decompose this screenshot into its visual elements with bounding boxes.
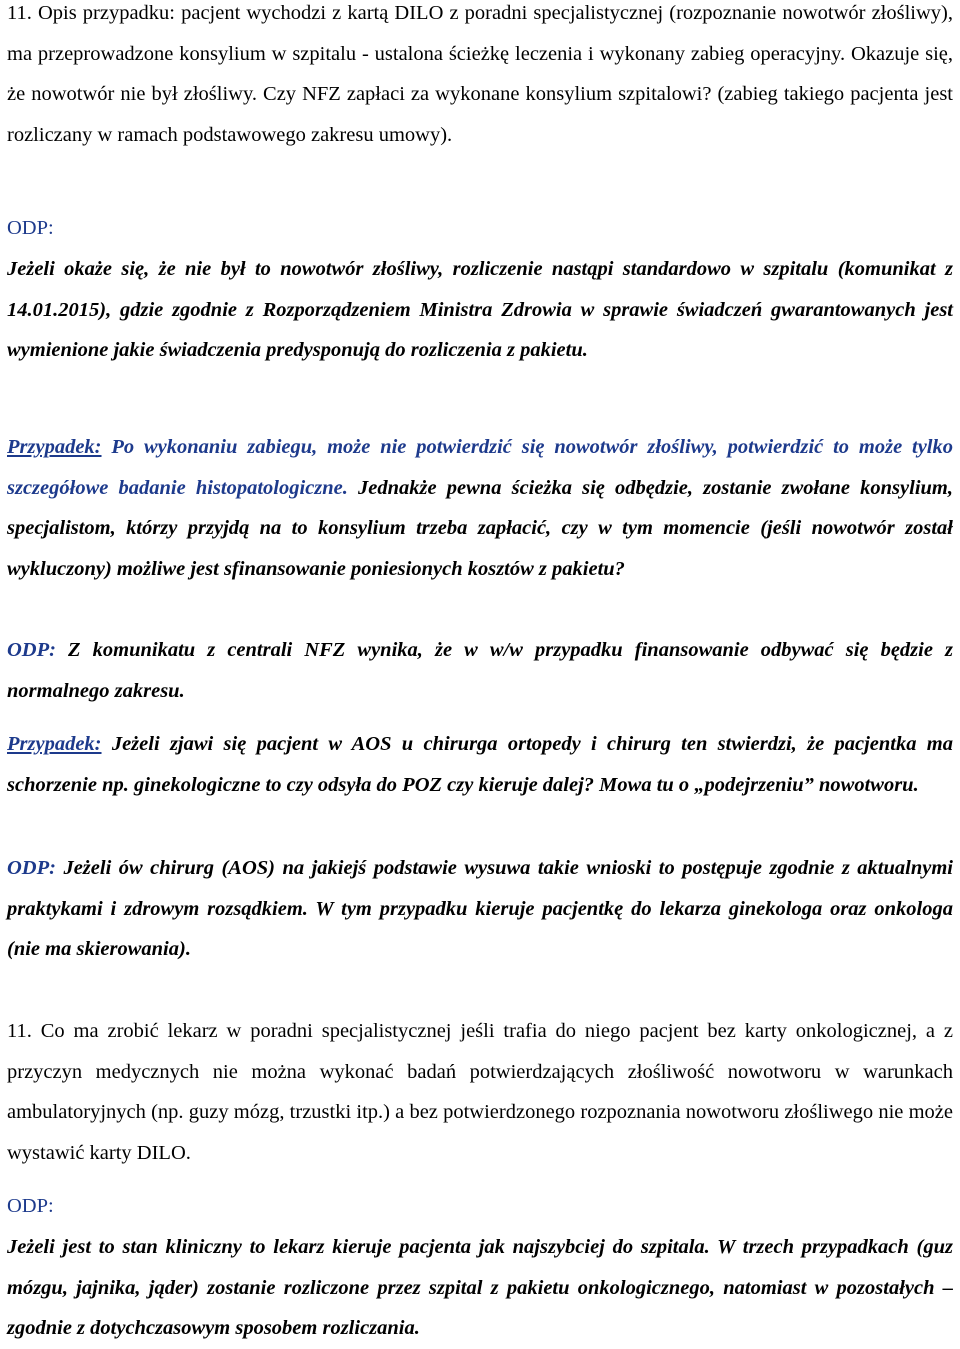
- case-2-label: Przypadek:: [7, 733, 102, 755]
- answer-1-text: Jeżeli okaże się, że nie był to nowotwór złośliwy, rozliczenie nastąpi standardowo w szpitalu (komunikat z 14.01.2015), gdzie zgodnie z Rozporządzeniem Ministra Zdrowia w sprawie świadczeń gwarantowanych jest wymienione jakie świadczenia predysponują do rozliczenia z pakietu.: [7, 258, 953, 362]
- answer-3-text: Jeżeli ów chirurg (AOS) na jakiejś podstawie wysuwa takie wnioski to postępuje zgodnie z aktualnymi praktykami i zdrowym rozsądkiem. W tym przypadku kieruje pacjentkę do lekarza ginekologa oraz onkologa (nie ma skierowania).: [7, 857, 953, 961]
- case-2-paragraph: [7, 724, 953, 805]
- answer-2-paragraph: [7, 630, 953, 711]
- case-1-text-a: Po wykonaniu zabiegu, może nie potwierdzić się nowotwór złośliwy, potwierdzić to może tylko szczegółowe badanie histopatologiczne.: [7, 436, 953, 499]
- case-1-text-b: Jednakże pewna ścieżka się odbędzie, zostanie zwołane konsylium, specjalistom, którzy przyjdą na to konsylium trzeba zapłacić, czy w tym momencie (jeśli nowotwór został wykluczony) możliwe jest sfinansowanie poniesionych kosztów z pakietu?: [7, 476, 953, 581]
- answer-label-4: ODP:: [7, 1195, 54, 1217]
- answer-3-paragraph: [7, 848, 953, 970]
- case-1-label: Przypadek:: [7, 436, 102, 458]
- case-2-text: Jeżeli zjawi się pacjent w AOS u chirurga ortopedy i chirurg ten stwierdzi, że pacjentka ma schorzenie np. ginekologiczne to czy odsyła do POZ czy kieruje dalej? Mowa tu o „podejrzeniu” nowotworu.: [7, 733, 953, 796]
- answer-label-1: ODP:: [7, 217, 54, 239]
- answer-label-3: ODP:: [7, 857, 56, 879]
- question-11-case-description: 11. Opis przypadku: pacjent wychodzi z kartą DILO z poradni specjalistycznej (rozpoznanie nowotwór złośliwy), ma przeprowadzone konsylium w szpitalu - ustalona ścieżkę leczenia i wykonany zabieg operacyjny. Okazuje się, że nowotwór nie był złośliwy. Czy NFZ zapłaci za wykonane konsylium szpitalowi? (zabieg takiego pacjenta jest rozliczany w ramach podstawowego zakresu umowy).: [7, 2, 953, 147]
- case-1-paragraph: [7, 427, 953, 590]
- answer-2-text: Z komunikatu z centrali NFZ wynika, że w w/w przypadku finansowanie odbywać się będzie z normalnego zakresu.: [7, 639, 953, 702]
- question-11-doctor-without-card: 11. Co ma zrobić lekarz w poradni specjalistycznej jeśli trafia do niego pacjent bez karty onkologicznej, a z przyczyn medycznych nie można wykonać badań potwierdzających złośliwość nowotworu w warunkach ambulatoryjnych (np. guzy mózg, trzustki itp.) a bez potwierdzonego rozpoznania nowotworu złośliwego nie może wystawić karty DILO.: [7, 1020, 953, 1165]
- answer-label-2: ODP:: [7, 639, 56, 661]
- answer-4-text: Jeżeli jest to stan kliniczny to lekarz kieruje pacjenta jak najszybciej do szpitala. W trzech przypadkach (guz mózgu, jajnika, jąder) zostanie rozliczone przez szpital z pakietu onkologicznego, natomiast w pozostałych – zgodnie z dotychczasowym sposobem rozliczania.: [7, 1236, 953, 1340]
